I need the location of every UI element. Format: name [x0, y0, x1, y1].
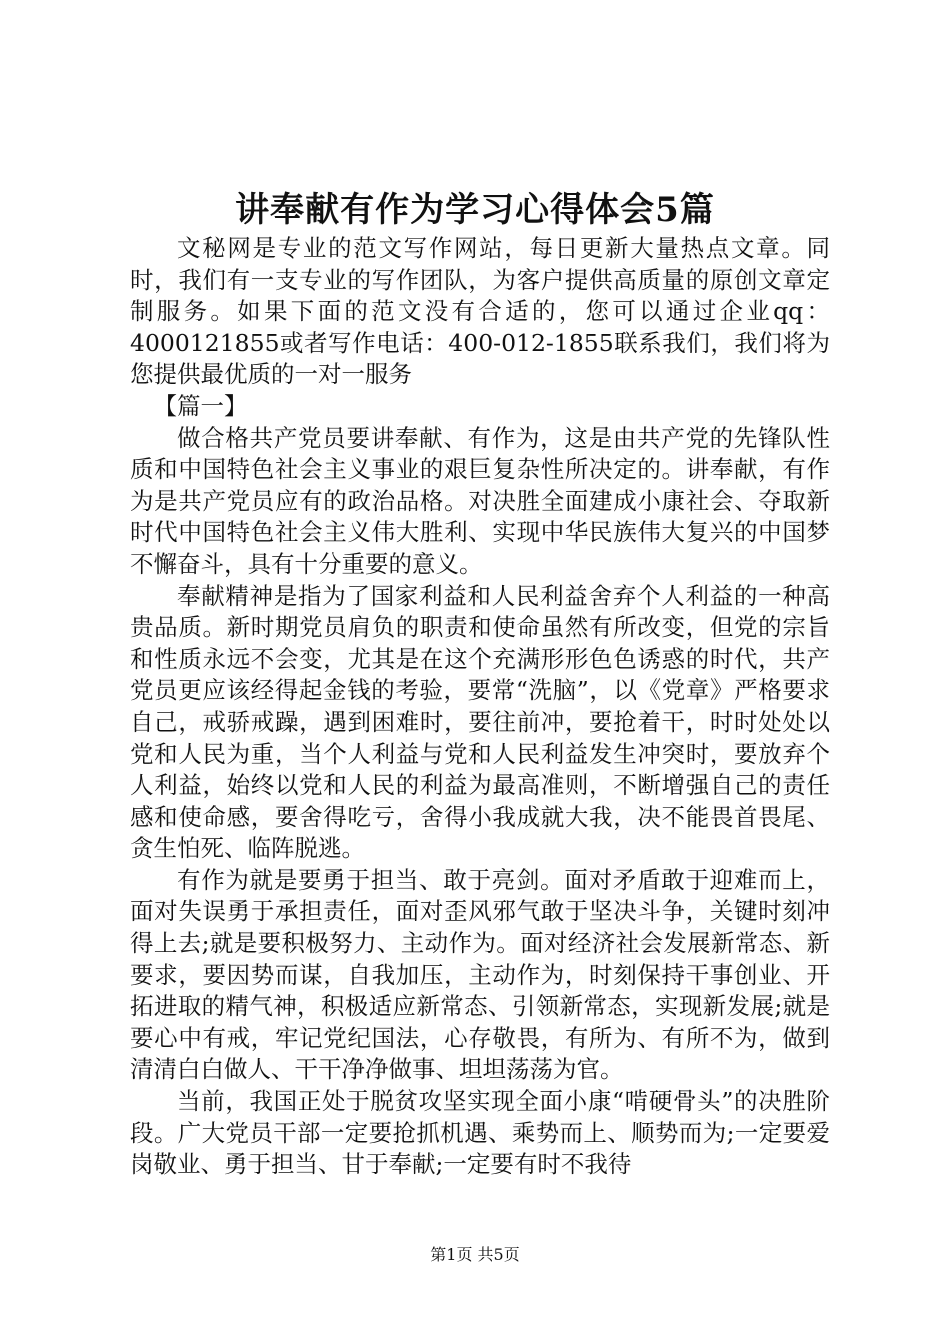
- body-paragraph: 做合格共产党员要讲奉献、有作为，这是由共产党的先锋队性质和中国特色社会主义事业的艰巨复杂性所决定的。讲奉献，有作为是共产党员应有的政治品格。对决胜全面建成小康社会、夺取新时代中国特色社会主义伟大胜利、实现中华民族伟大复兴的中国梦不懈奋斗，具有十分重要的意义。: [130, 423, 830, 578]
- section-heading: 【篇一】: [153, 391, 248, 420]
- page-indicator: 第1页 共5页: [430, 1245, 520, 1264]
- intro-paragraph: 文秘网是专业的范文写作网站，每日更新大量热点文章。同时，我们有一支专业的写作团队，为客户提供高质量的原创文章定制服务。如果下面的范文没有合适的，您可以通过企业qq：4000121855或者写作电话：400-012-1855联系我们，我们将为您提供最优质的一对一服务: [130, 234, 830, 389]
- body-paragraph: 奉献精神是指为了国家利益和人民利益舍弃个人利益的一种高贵品质。新时期党员肩负的职责和使命虽然有所改变，但党的宗旨和性质永远不会变，尤其是在这个充满形形色色诱惑的时代，共产党员更应该经得起金钱的考验，要常“洗脑”，以《党章》严格要求自己，戒骄戒躁，遇到困难时，要往前冲，要抢着干，时时处处以党和人民为重，当个人利益与党和人民利益发生冲突时，要放弃个人利益，始终以党和人民的利益为最高准则，不断增强自己的责任感和使命感，要舍得吃亏，舍得小我成就大我，决不能畏首畏尾、贪生怕死、临阵脱逃。: [130, 581, 830, 863]
- page-footer: [0, 1244, 950, 1266]
- body-paragraph: 当前，我国正处于脱贫攻坚实现全面小康“啃硬骨头”的决胜阶段。广大党员干部一定要抢抓机遇、乘势而上、顺势而为;一定要爱岗敬业、勇于担当、甘于奉献;一定要有时不我待: [130, 1087, 830, 1179]
- body-paragraph: 有作为就是要勇于担当、敢于亮剑。面对矛盾敢于迎难而上，面对失误勇于承担责任，面对歪风邪气敢于坚决斗争，关键时刻冲得上去;就是要积极努力、主动作为。面对经济社会发展新常态、新要求，要因势而谋，自我加压，主动作为，时刻保持干事创业、开拓进取的精气神，积极适应新常态、引领新常态，实现新发展;就是要心中有戒，牢记党纪国法，心存敬畏，有所为、有所不为，做到清清白白做人、干干净净做事、坦坦荡荡为官。: [130, 865, 830, 1084]
- document-title: 讲奉献有作为学习心得体会5篇: [235, 190, 715, 230]
- document-body: [130, 233, 830, 1181]
